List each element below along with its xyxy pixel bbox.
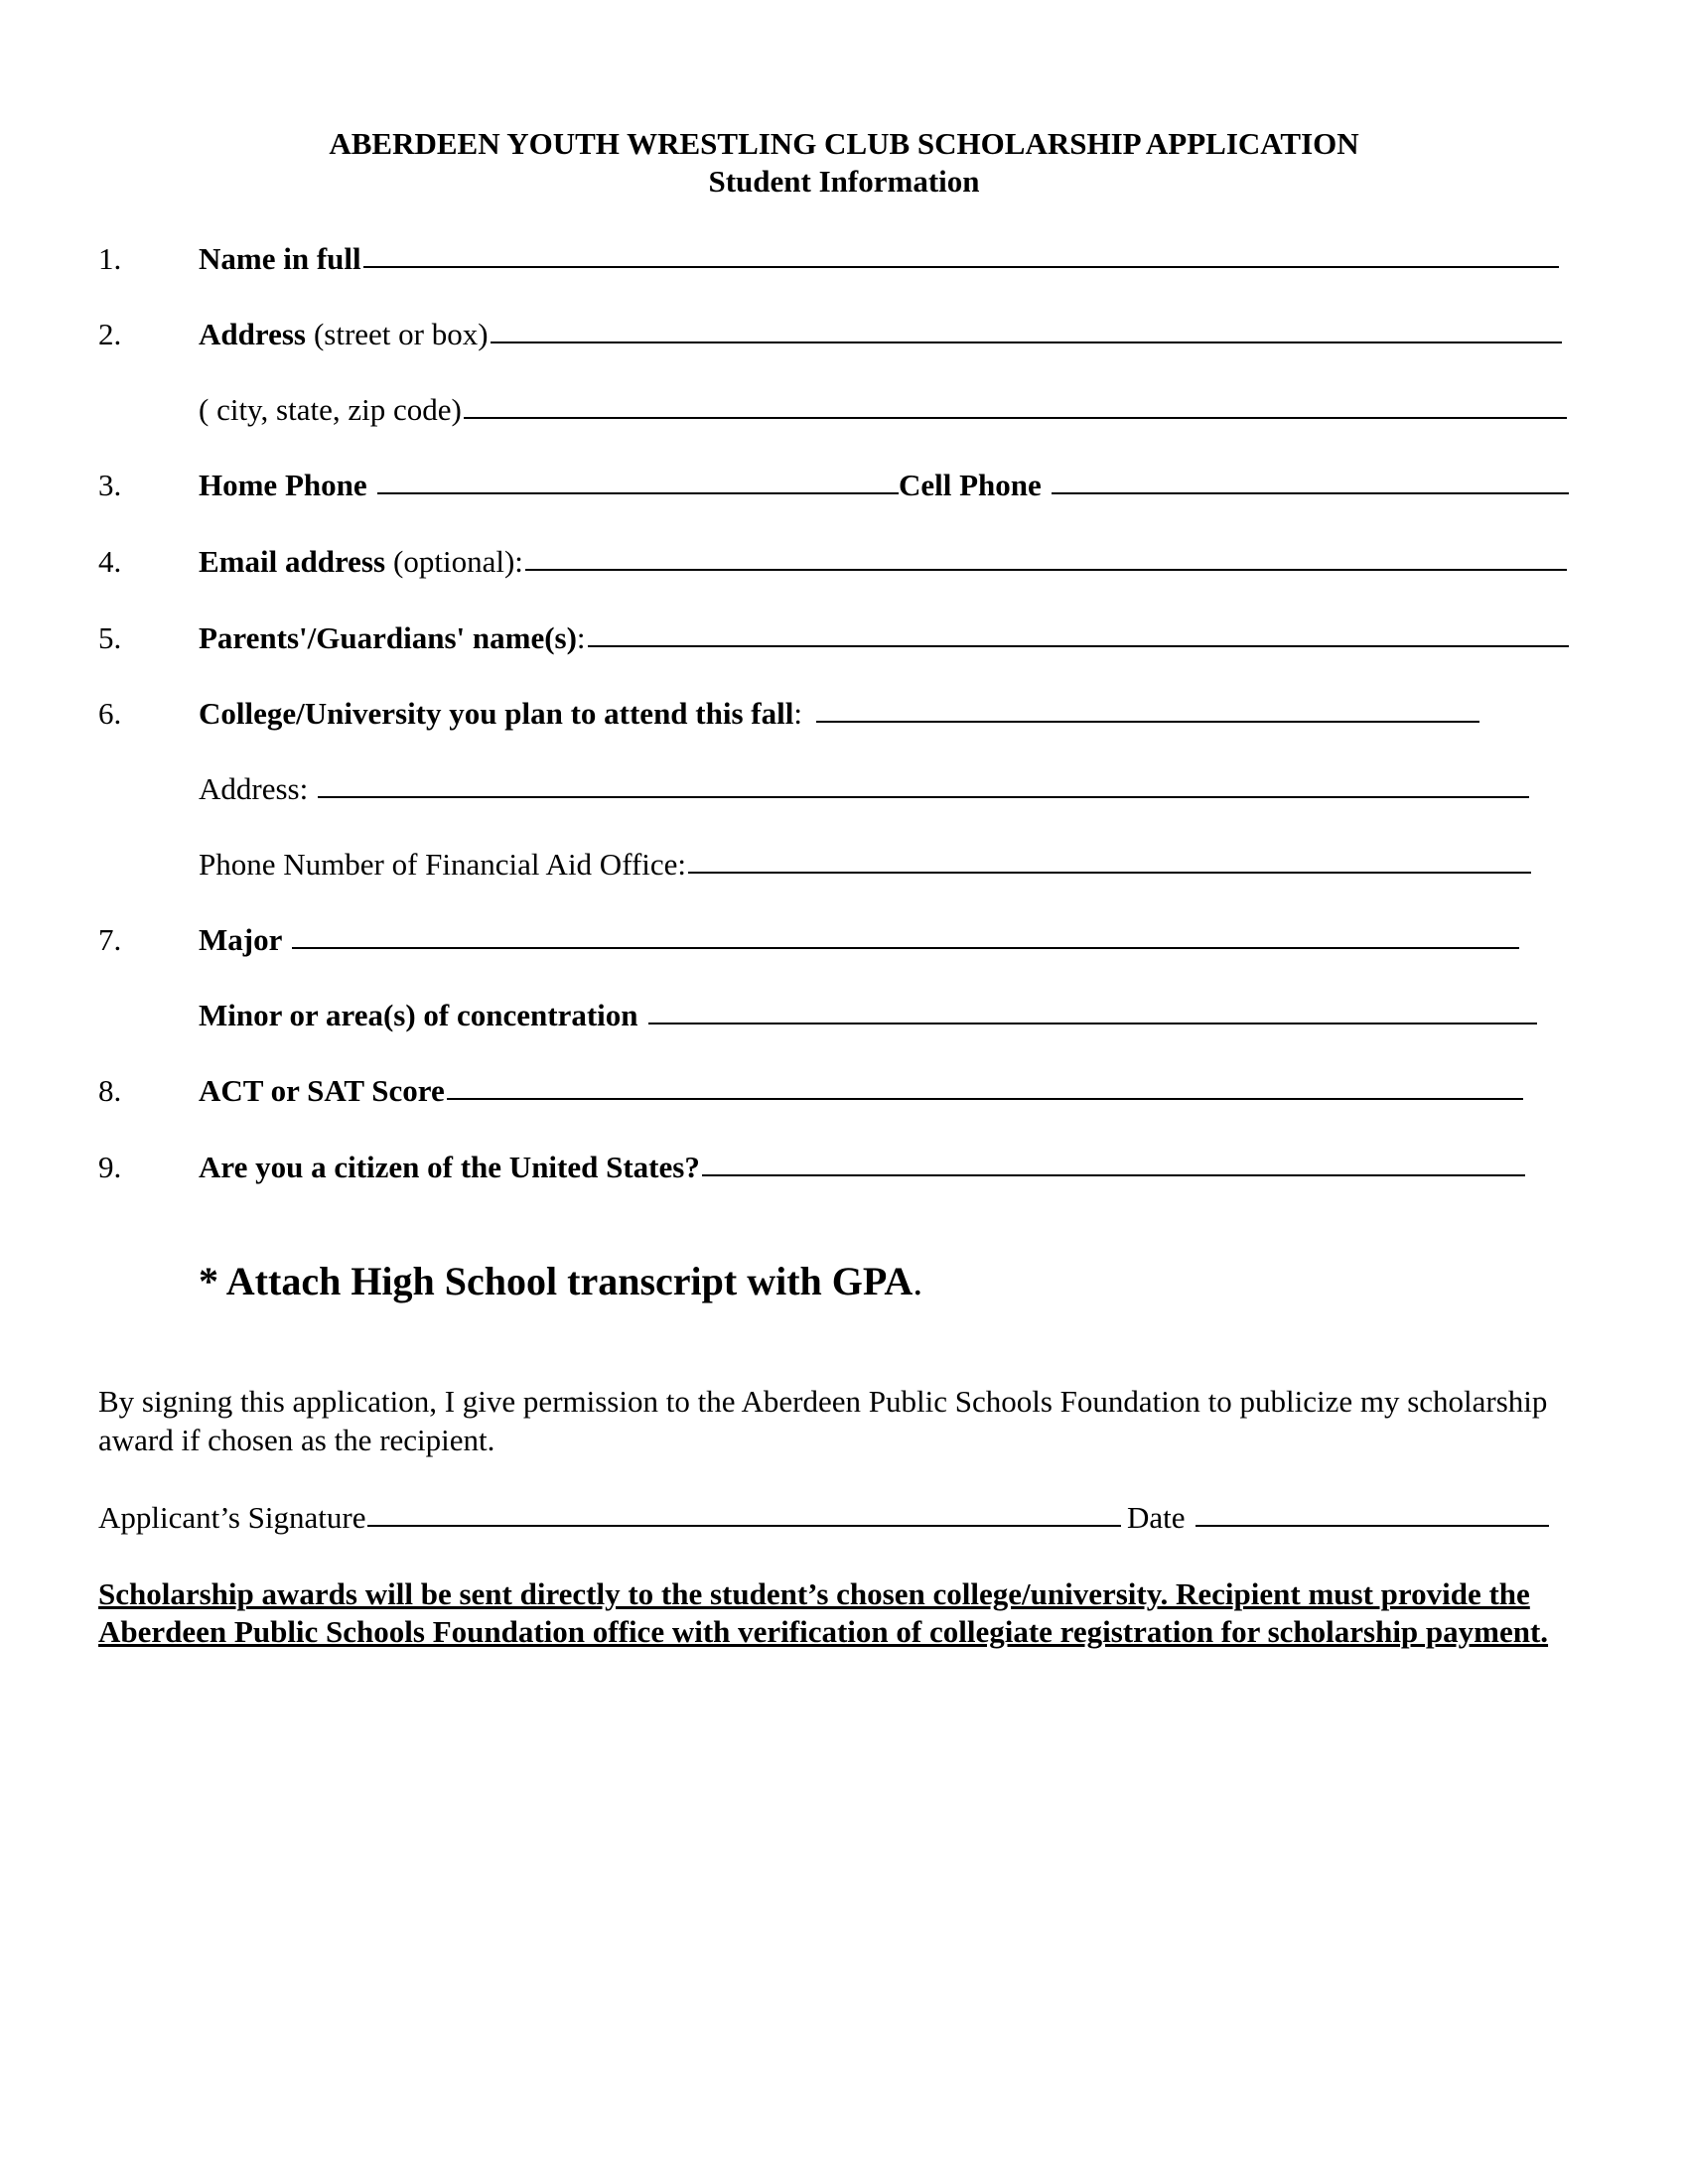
item-number: 5. <box>98 620 122 655</box>
date-input-line[interactable] <box>1196 1499 1549 1527</box>
signature-label: Applicant’s Signature <box>98 1500 366 1535</box>
field-label-college-address: Address: <box>199 771 309 806</box>
field-row-parents <box>0 619 1688 659</box>
field-label-name: Name in full <box>199 241 361 276</box>
field-row-college-address <box>0 770 1688 810</box>
signature-row <box>0 1499 1688 1539</box>
field-label-citizen: Are you a citizen of the United States? <box>199 1150 700 1184</box>
field-label-score: ACT or SAT Score <box>199 1073 445 1108</box>
major-input-line[interactable] <box>292 921 1519 949</box>
college-input-line[interactable] <box>816 695 1479 723</box>
field-row-financial-aid <box>0 846 1688 886</box>
form-subtitle: Student Information <box>708 164 980 199</box>
field-row-phones <box>0 467 1688 506</box>
item-number: 6. <box>98 696 122 731</box>
field-row-citizen <box>0 1149 1688 1188</box>
field-note-email: (optional): <box>393 544 523 579</box>
field-label-college: College/University you plan to attend this fall <box>199 696 794 731</box>
field-label-minor: Minor or area(s) of concentration <box>199 998 638 1032</box>
field-label-financial-aid: Phone Number of Financial Aid Office: <box>199 847 687 882</box>
date-label: Date <box>1127 1500 1186 1535</box>
citizen-input-line[interactable] <box>702 1149 1525 1176</box>
form-title: ABERDEEN YOUTH WRESTLING CLUB SCHOLARSHIP APPLICATION <box>329 126 1359 161</box>
item-number: 4. <box>98 544 122 579</box>
item-number: 3. <box>98 468 122 502</box>
field-label-city: ( city, state, zip code) <box>199 392 462 427</box>
field-label-email: Email address <box>199 544 386 579</box>
field-note-address: (street or box) <box>313 317 489 351</box>
financial-aid-phone-input-line[interactable] <box>688 846 1531 874</box>
cell-phone-input-line[interactable] <box>1052 467 1569 494</box>
parents-input-line[interactable] <box>588 619 1569 647</box>
payment-notice: Scholarship awards will be sent directly to the student’s chosen college/university. Recipient must provide the Aberdeen Public Schools Foundation office with verification of collegiate registration for scholarship payment. <box>98 1576 1549 1649</box>
attach-note-text: * Attach High School transcript with GPA <box>199 1259 914 1303</box>
attach-transcript-note <box>199 1259 922 1304</box>
item-number: 1. <box>98 241 122 276</box>
field-note-parents: : <box>576 620 586 655</box>
field-row-score <box>0 1072 1688 1112</box>
consent-paragraph: By signing this application, I give permission to the Aberdeen Public Schools Foundation to publicize my scholarship award if chosen as the recipient. <box>98 1384 1548 1457</box>
field-label-major: Major <box>199 922 283 957</box>
signature-input-line[interactable] <box>367 1499 1121 1527</box>
name-input-line[interactable] <box>363 240 1559 268</box>
field-label-address: Address <box>199 317 306 351</box>
field-label-parents: Parents'/Guardians' name(s) <box>199 620 577 655</box>
email-input-line[interactable] <box>525 543 1567 571</box>
field-row-address <box>0 316 1688 355</box>
field-row-college <box>0 695 1688 735</box>
field-row-major <box>0 921 1688 961</box>
item-number: 8. <box>98 1073 122 1108</box>
college-address-input-line[interactable] <box>318 770 1529 798</box>
item-number: 7. <box>98 922 122 957</box>
score-input-line[interactable] <box>447 1072 1523 1100</box>
item-number: 9. <box>98 1150 122 1184</box>
home-phone-input-line[interactable] <box>377 467 899 494</box>
attach-note-period: . <box>913 1259 923 1303</box>
city-state-zip-input-line[interactable] <box>464 391 1567 419</box>
address-input-line[interactable] <box>491 316 1562 343</box>
field-row-email <box>0 543 1688 583</box>
field-label-home-phone: Home Phone <box>199 468 367 502</box>
field-row-city <box>0 391 1688 431</box>
field-note-college: : <box>793 696 802 731</box>
field-row-minor <box>0 997 1688 1036</box>
field-label-cell-phone: Cell Phone <box>899 468 1042 502</box>
item-number: 2. <box>98 317 122 351</box>
minor-input-line[interactable] <box>648 997 1537 1024</box>
field-row-name <box>0 240 1688 280</box>
